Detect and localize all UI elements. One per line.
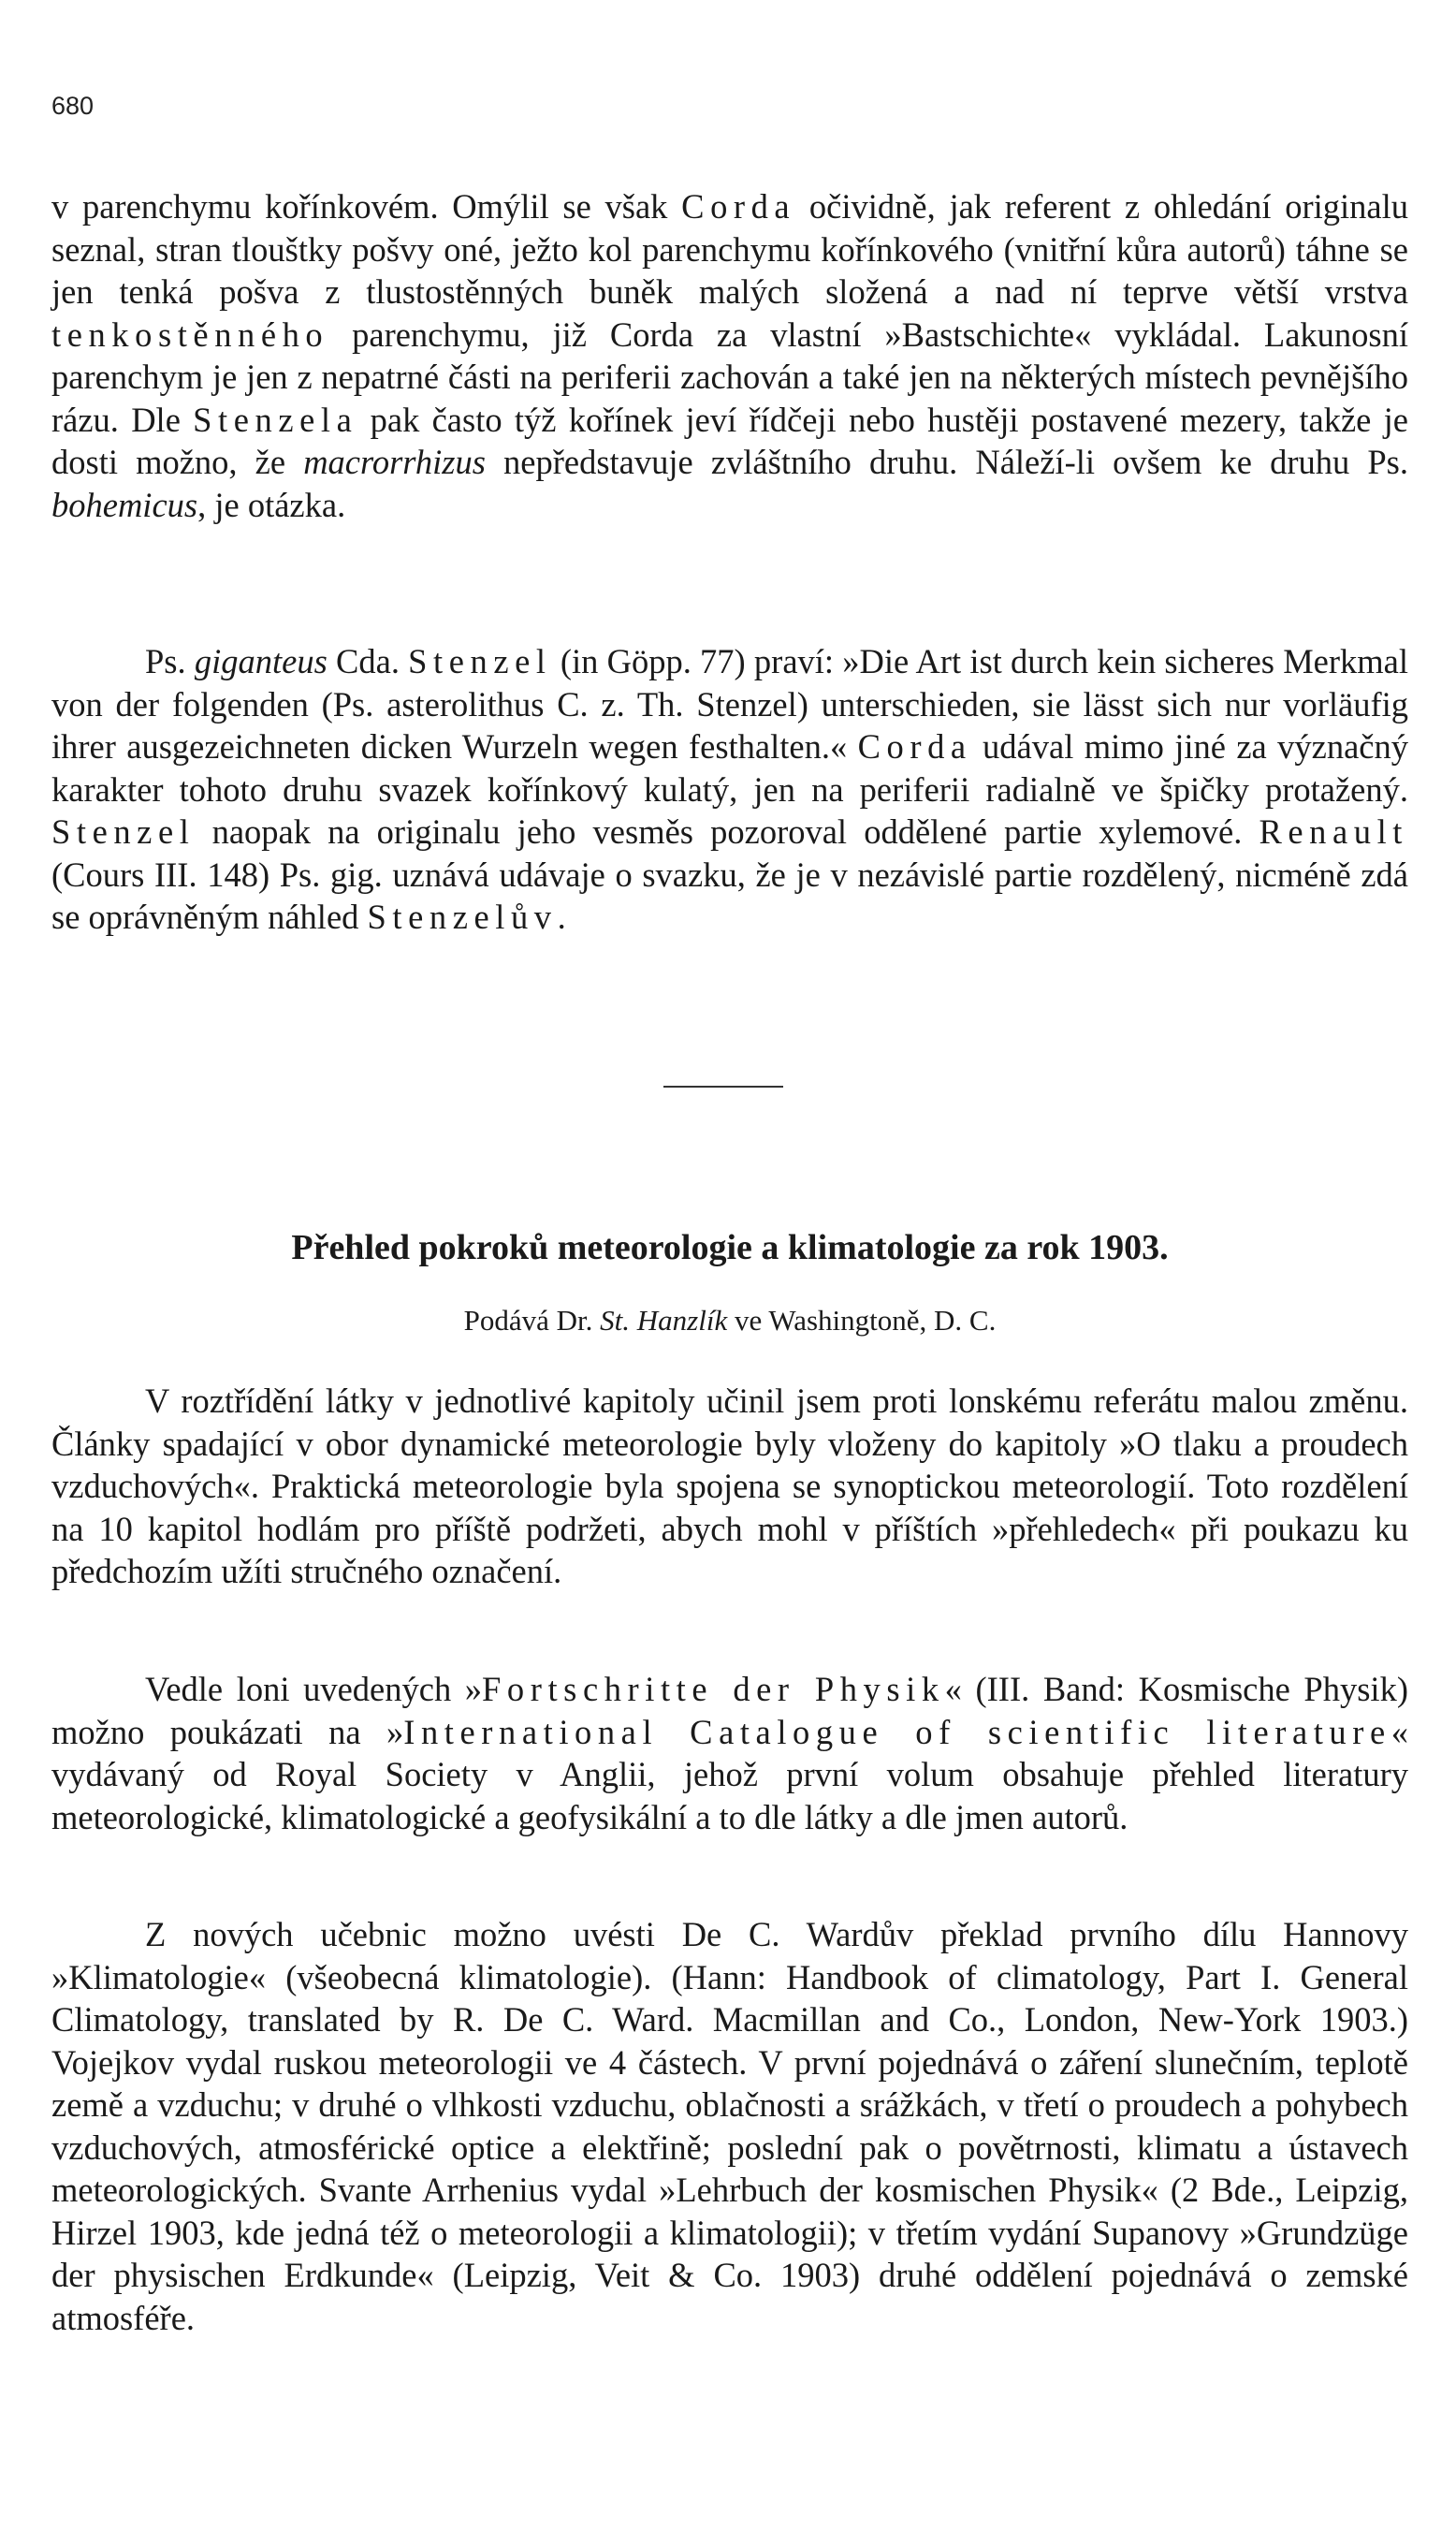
publication-title: Fortschritte der Physik (482, 1670, 945, 1708)
text-run: Cda. (327, 642, 409, 680)
publication-title: International Catalogue of scientific literature (403, 1712, 1391, 1751)
author-name-corda: Corda (857, 727, 972, 766)
article-title: Přehled pokroků meteorologie a klimatologie za rok 1903. (291, 1228, 1169, 1267)
author-name-stenzela: Stenzela (193, 400, 358, 439)
paragraph-textbooks (51, 1913, 1408, 2339)
author-name: St. Hanzlík (600, 1304, 728, 1337)
text-run: Podává Dr. (463, 1304, 601, 1337)
text-run: (Cours III. 148) Ps. gig. uznává udávaje o svazku, že je v nezávislé partie rozdělený, nicméně zdá se oprávněným náhled (51, 855, 1408, 936)
text-run: « (III. Band: Kosmische Physik) možno poukázati na » (51, 1670, 1408, 1751)
text-run: ve Washingtoně, D. C. (727, 1304, 997, 1337)
author-name-renault: Renault (1259, 812, 1408, 851)
paragraph-giganteus (51, 640, 1408, 939)
paragraph-intro (51, 1380, 1408, 1593)
page-number: 680 (51, 92, 95, 120)
author-name-stenzeluv: Stenzelův (367, 898, 558, 936)
article-byline (51, 1302, 1408, 1339)
text-run: pak často týž kořínek jeví řídčeji nebo hustěji postavené mezery, takže je dosti možno, že (51, 400, 1408, 481)
paragraph-catalogues (51, 1668, 1408, 1838)
paragraph-catalogues-text (51, 1668, 1408, 1838)
text-run: (in Göpp. 77) praví: »Die Art ist durch kein sicheres Merkmal von der folgenden (Ps. asterolithus C. z. Th. Stenzel) unterschieden, sie lässt sich nur vorläufig ihrer ausgezeichneten dicken Wurzeln wegen festhalten.« (51, 642, 1408, 766)
text-run: očividně, jak referent z ohledání originalu seznal, stran tlouštky pošvy oné, ježto kol parenchymu kořínkového (vnitřní kůra autorů) táhne se jen tenká pošva z tlustostěnných buněk malých složená a nad ní teprve větší vrstva (51, 187, 1408, 311)
species-name-bohemicus: bohemicus (51, 485, 198, 524)
text-run: . (557, 898, 566, 936)
text-run: parenchymu, již Corda za vlastní »Bastschichte« vykládal. Lakunosní parenchym je jen z nepatrné části na periferii zachován a také jen na některých místech pevnějšího rázu. Dle (51, 314, 1408, 439)
section-divider (663, 1086, 783, 1088)
text-run: nepředstavuje zvláštního druhu. Náleží-li ovšem ke druhu Ps. (485, 443, 1408, 481)
text-run: , je otázka. (197, 485, 346, 524)
text-run: « vydávaný od Royal Society v Anglii, jehož první volum obsahuje přehled literatury meteorologické, klimatologické a geofysikální a to dle látky a dle jmen autorů. (51, 1712, 1408, 1836)
text-run: Vedle loni uvedených » (145, 1670, 483, 1708)
author-name-corda: Corda (681, 187, 796, 226)
text-run: naopak na originalu jeho vesměs pozoroval oddělené partie xylemové. (195, 812, 1259, 851)
species-name-macrorrhizus: macrorrhizus (303, 443, 486, 481)
paragraph-parenchym-text (51, 185, 1408, 526)
species-name-giganteus: giganteus (194, 642, 328, 680)
author-name-stenzel: Stenzel (408, 642, 552, 680)
paragraph-parenchym (51, 185, 1408, 526)
author-name-stenzel: Stenzel (51, 812, 196, 851)
text-run: v parenchymu kořínkovém. Omýlil se však (51, 187, 682, 226)
emphasized-term: tenkostěnného (51, 314, 329, 354)
paragraph-intro-text: V roztřídění látky v jednotlivé kapitoly učinil jsem proti lonskému referátu malou změnu. Články spadající v obor dynamické meteorologie byly vloženy do kapitoly »O tlaku a proudech vzduchových«. Praktická meteorologie byla spojena se synoptickou meteorologií. Toto rozdělení na 10 kapitol hodlám pro příště podržeti, abych mohl v příštích »přehledech« při poukazu ku předchozím užíti stručného označení. (51, 1382, 1408, 1590)
paragraph-giganteus-text (51, 640, 1408, 939)
text-run: Ps. (145, 642, 195, 680)
text-run: udával mimo jiné za význačný karakter tohoto druhu svazek kořínkový kulatý, jen na periferii radialně ve špičky protažený. (51, 727, 1408, 809)
paragraph-textbooks-text: Z nových učebnic možno uvésti De C. Wardův překlad prvního dílu Hannovy »Klimatologie« (všeobecná klimatologie). (Hann: Handbook of climatology, Part I. General Climatology, translated by R. De C. Ward. Macmillan and Co., London, New-York 1903.) Vojejkov vydal ruskou meteorologii ve 4 částech. V první pojednává o záření slunečním, teplotě země a vzduchu; v druhé o vlhkosti vzduchu, oblačnosti a srážkách, v třetí o proudech a pohybech vzduchových, atmosférické optice a elektřině; poslední pak o povětrnosti, klimatu a ústavech meteorologických. Svante Arrhenius vydal »Lehrbuch der kosmischen Physik« (2 Bde., Leipzig, Hirzel 1903, kde jedná též o meteorologii a klimatologii); v třetím vydání Supanovy »Grundzüge der physischen Erdkunde« (Leipzig, Veit & Co. 1903) druhé oddělení pojednává o zemské atmosféře. (51, 1915, 1408, 2337)
